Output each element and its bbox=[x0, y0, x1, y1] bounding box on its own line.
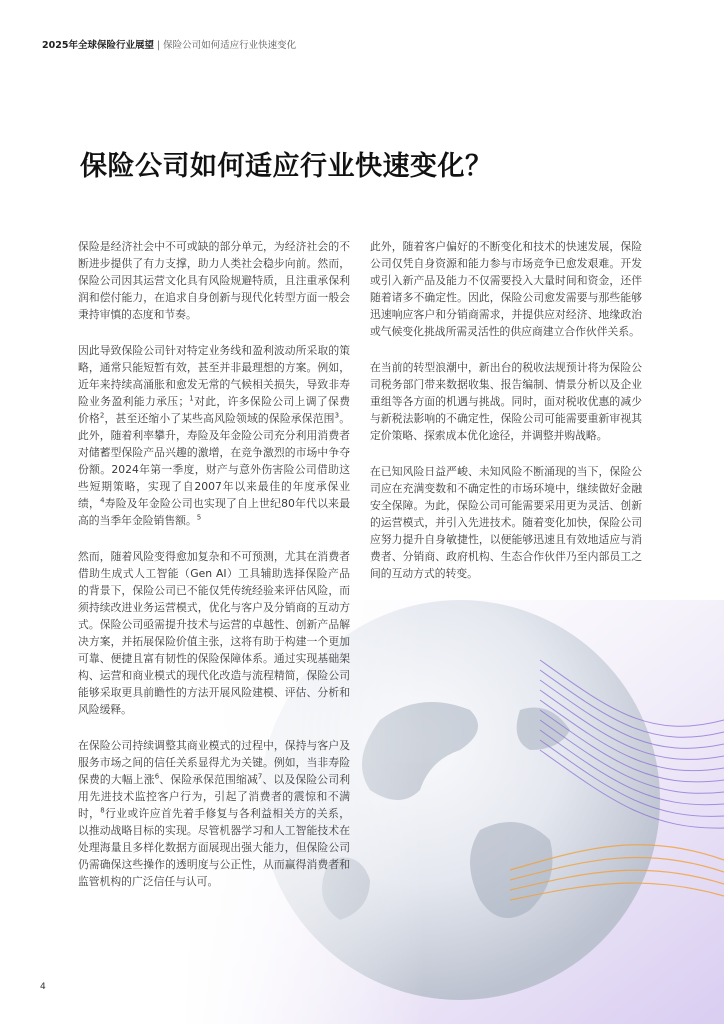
header-separator: | bbox=[156, 40, 161, 51]
footnote-ref: 6 bbox=[154, 772, 160, 781]
left-column bbox=[78, 238, 350, 909]
footnote-ref: 5 bbox=[196, 513, 202, 522]
footnote-ref: 1 bbox=[189, 394, 194, 403]
footnote-ref: 3 bbox=[334, 411, 340, 420]
paragraph-partnerships: 此外，随着客户偏好的不断变化和技术的快速发展，保险公司仅凭自身资源和能力参与市场竞争已愈发艰难。开发或引入新产品及能力不仅需要投入大量时间和资金，还伴随着诸多不确定性。因此，保险公司愈发需要与那些能够迅速响应客户和分销商需求，并提供应对经济、地缘政治或气候变化挑战所需灵活性的供应商建立合作伙伴关系。 bbox=[370, 240, 642, 338]
paragraph-risk-complexity: 然而，随着风险变得愈加复杂和不可预测，尤其在消费者借助生成式人工智能（Gen AI）工具辅助选择保险产品的背景下，保险公司已不能仅凭传统经验来评估风险，而须持续改进业务运营模式，优化与客户及分销商的互动方式。保险公司亟需提升技术与运营的卓越性、创新产品解决方案，并拓展保险价值主张，这将有助于构建一个更加可靠、便捷且富有韧性的保险保障体系。通过实现基础架构、运营和商业模式的现代化改造与流程精简，保险公司能够采取更具前瞻性的方法开展风险建模、评估、分析和风险缓释。 bbox=[78, 550, 350, 716]
paragraph-short-term-strategies: 因此导致保险公司针对特定业务线和盈利波动所采取的策略，通常只能短暂有效，甚至并非最理想的方案。例如，近年来持续高涌胀和愈发无常的气候相关损失，导致非寿险业务盈利能力承压；$^1$对此，许多保险公司上调了保费价格$^2$，甚至还缩小了某些高风险领域的保险承保范围$^3$。此外，随着利率攀升，寿险及年金险公司充分利用消费者对储蓄型保险产品兴趣的激增，在竞争激烈的市场中争夺份额。2024年第一季度，财产与意外伤害险公司借助这些短期策略，实现了自2007年以来最佳的年度承保业绩，$^4$寿险及年金险公司也实现了自上世纪80年代以来最高的当季年金险销售额。$^5$ bbox=[78, 344, 351, 527]
right-column bbox=[370, 238, 642, 601]
running-header bbox=[42, 40, 296, 52]
header-section: 保险公司如何适应行业快速变化 bbox=[163, 40, 297, 51]
footnote-ref: 2 bbox=[99, 411, 105, 420]
paragraph-agility: 在已知风险日益严峻、未知风险不断涌现的当下，保险公司应在充满变数和不确定性的市场环境中，继续做好金融安全保障。为此，保险公司可能需要采用更为灵活、创新的运营模式，并引入先进技术。随着变化加快，保险公司应努力提升自身敏捷性，以便能够迅速且有效地适应与消费者、分销商、政府机构、生态合作伙伴乃至内部员工之间的互动方式的转变。 bbox=[370, 465, 642, 580]
paragraph-tax-regulation: 在当前的转型浪潮中，新出台的税收法规预计将为保险公司税务部门带来数据收集、报告编制、情景分析以及企业重组等各方面的机遇与挑战。同时，面对税收优惠的减少与新税法影响的不确定性，保险公司可能需要重新审视其定价策略、探索成本优化途径，并调整并购战略。 bbox=[370, 361, 642, 442]
report-title: 2025年全球保险行业展望 bbox=[42, 40, 154, 51]
footnote-ref: 4 bbox=[100, 496, 105, 505]
footnote-ref: 7 bbox=[257, 772, 263, 781]
paragraph-intro: 保险是经济社会中不可或缺的部分单元，为经济社会的不断进步提供了有力支撑，助力人类社会稳步向前。然而，保险公司因其运营文化具有风险规避特质，且注重承保利润和偿付能力，在追求自身创新与现代化转型方面一般会秉持审慎的态度和节奏。 bbox=[78, 240, 350, 321]
page-number: 4 bbox=[40, 982, 46, 992]
footnote-ref: 8 bbox=[100, 806, 105, 815]
paragraph-trust: 在保险公司持续调整其商业模式的过程中，保持与客户及服务市场之间的信任关系显得尤为关键。例如，当非寿险保费的大幅上涨$^6$、保险承保范围缩减$^7$、以及保险公司利用先进技术监控客户行为，引起了消费者的震惊和不满时，$^8$行业或许应首先着手修复与各利益相关方的关系，以推动战略目标的实现。尽管机器学习和人工智能技术在处理海量且多样化数据方面展现出强大能力，但保险公司仍需确保这些操作的透明度与公正性，从而赢得消费者和监管机构的广泛信任与认可。 bbox=[78, 739, 351, 888]
page-title: 保险公司如何适应行业快速变化？ bbox=[80, 151, 493, 182]
